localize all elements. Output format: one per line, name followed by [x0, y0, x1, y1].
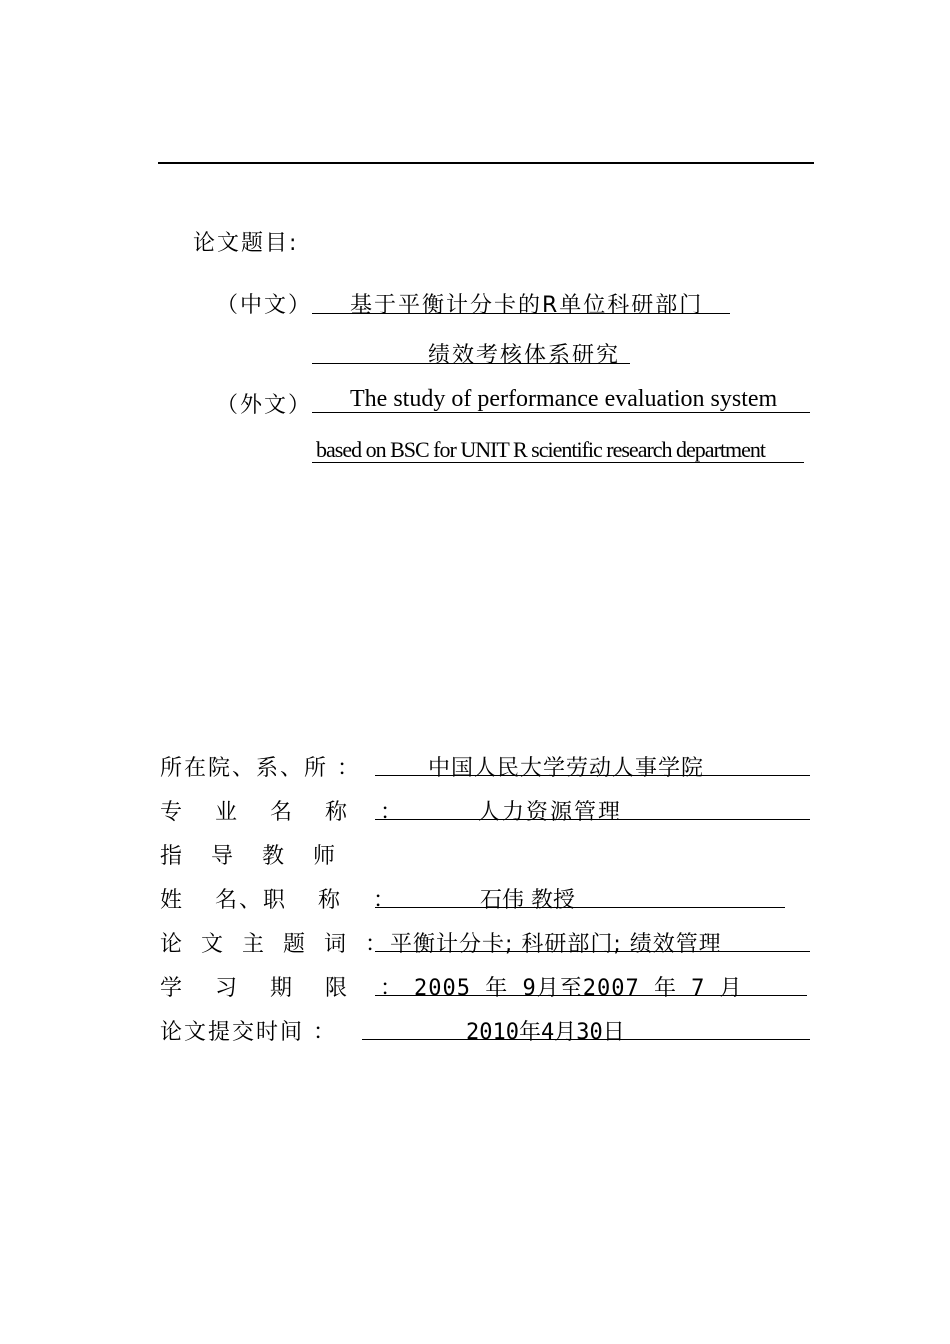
study-period-value: 2005 年 9月至2007 年 7 月 [414, 976, 743, 1001]
submission-date-value: 2010年4月30日 [466, 1020, 625, 1045]
advisor-label: 指 导 教 师 [160, 844, 335, 869]
submission-date-label: 论文提交时间 ： [160, 1020, 337, 1045]
keywords-label: 论 文 主 题 词 ： [160, 932, 387, 957]
name-title-value: 石伟 教授 [480, 888, 575, 913]
department-label: 所在院、系、所 ： [160, 756, 361, 781]
foreign-title-label: （外文） [216, 393, 313, 418]
department-value: 中国人民大学劳动人事学院 [428, 756, 705, 781]
top-rule [158, 162, 814, 164]
major-value: 人力资源管理 [478, 800, 623, 825]
chinese-title-line-2: 绩效考核体系研究 [428, 343, 621, 368]
thesis-title-heading: 论文题目: [193, 231, 299, 256]
name-title-label: 姓 名、职 称 ： [160, 888, 397, 913]
chinese-title-line-1: 基于平衡计分卡的R单位科研部门 [350, 293, 704, 318]
foreign-title-line-1: The study of performance evaluation system [350, 386, 778, 412]
keywords-value: 平衡计分卡; 科研部门; 绩效管理 [390, 932, 722, 957]
name-title-underline [375, 907, 785, 908]
major-label: 专 业 名 称 ： [160, 800, 404, 825]
chinese-title-label: （中文） [216, 293, 313, 318]
study-period-label: 学 习 期 限 ： [160, 976, 404, 1001]
foreign-title-line-2: based on BSC for UNIT R scientific research department [316, 437, 766, 462]
